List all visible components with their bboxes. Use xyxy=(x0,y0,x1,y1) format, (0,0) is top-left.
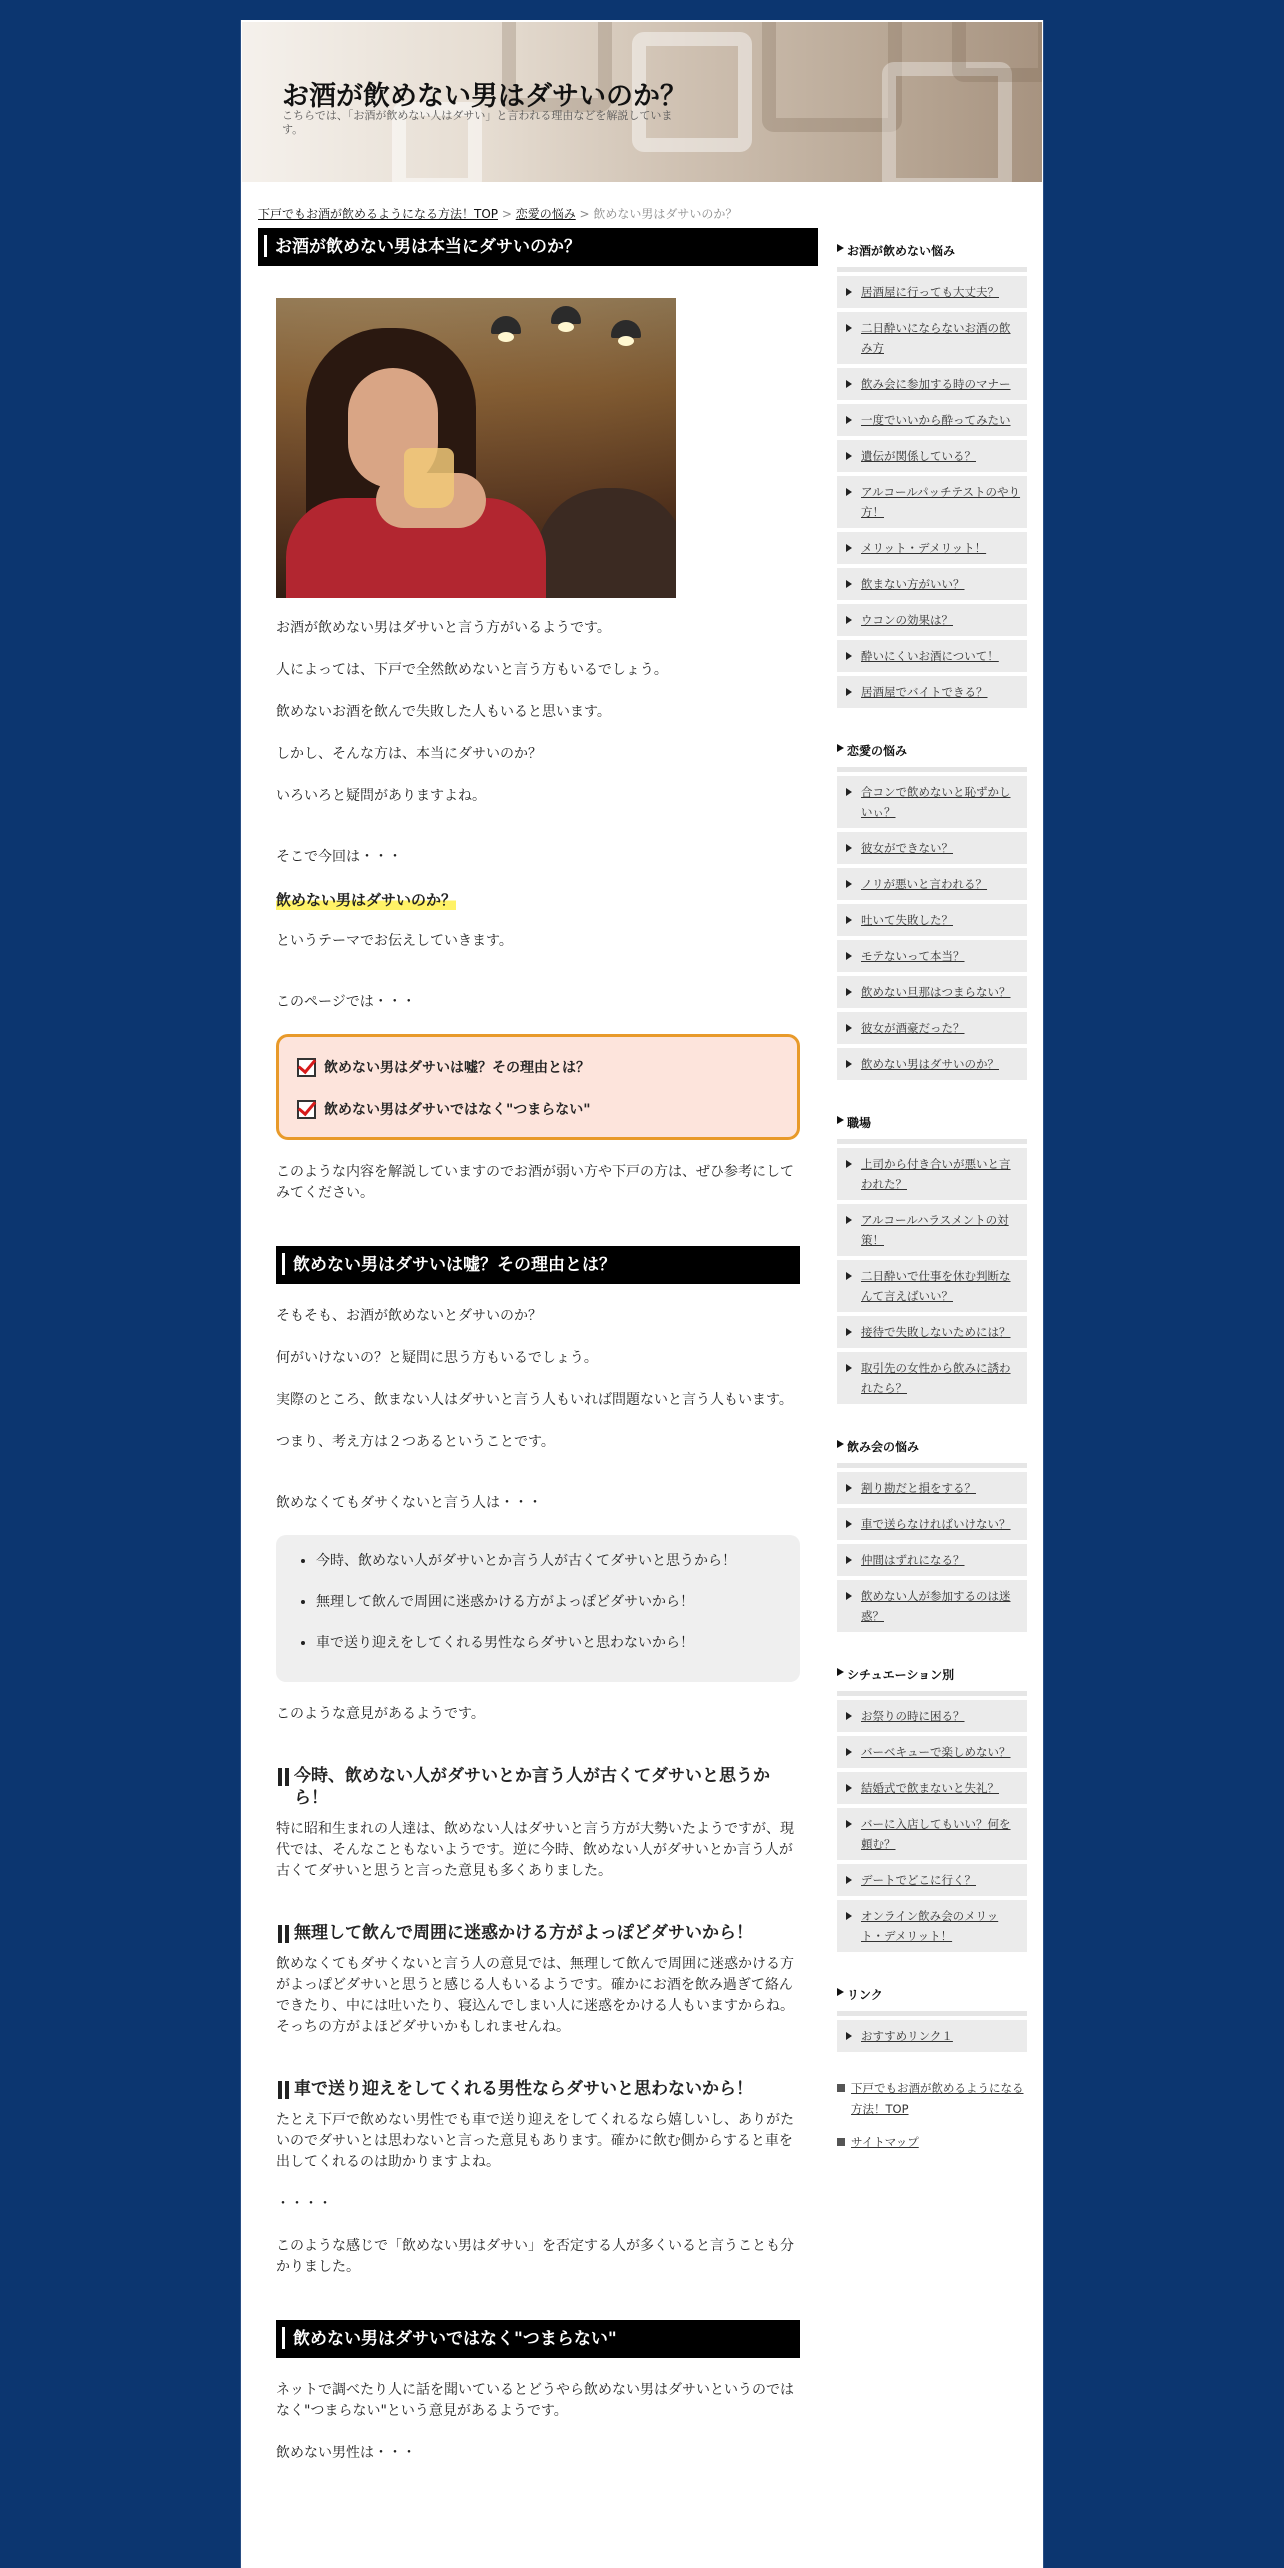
sidebar-link[interactable]: 酔いにくいお酒について！ xyxy=(837,640,1027,672)
sidebar-link[interactable]: 飲めない人が参加するのは迷惑？ xyxy=(837,1580,1027,1632)
sidebar-link[interactable]: おすすめリンク１ xyxy=(837,2020,1027,2052)
sidebar-link[interactable]: バーに入店してもいい？何を頼む？ xyxy=(837,1808,1027,1860)
after-checklist-text: このような内容を解説していますのでお酒が弱い方や下戸の方は、ぜひ参考にしてみてください。 xyxy=(276,1164,794,1201)
sidebar-link[interactable]: 彼女が酒豪だった？ xyxy=(837,1012,1027,1044)
sidebar-group-situation xyxy=(837,1666,1027,1952)
breadcrumb-separator: > xyxy=(498,207,516,221)
sidebar-link[interactable]: 取引先の女性から飲みに誘われたら？ xyxy=(837,1352,1027,1404)
checklist-item: 飲めない男はダサいは嘘？その理由とは？ xyxy=(297,1057,779,1077)
sidebar-link[interactable]: 接待で失敗しないためには？ xyxy=(837,1316,1027,1348)
subsection-heading: 車で送り迎えをしてくれる男性ならダサいと思わないから！ xyxy=(276,2078,800,2100)
ellipsis-text: ・・・・ xyxy=(276,2196,332,2212)
header-decoration xyxy=(952,22,1042,82)
sidebar-group-links xyxy=(837,1986,1027,2052)
subsection-text: たとえ下戸で飲めない男性でも車で送り迎えをしてくれるなら嬉しいし、ありがたいのでダサいとは思わないと言った意見もあります。確かに飲む側からすると車を出してくれるのは助かりますよね。 xyxy=(276,2112,794,2170)
sidebar-link[interactable]: 合コンで飲めないと恥ずかしいぃ？ xyxy=(837,776,1027,828)
page-lead-text: このページでは・・・ xyxy=(276,994,416,1010)
highlight-text: 飲めない男はダサいのか？ xyxy=(276,891,457,909)
sidebar-group-party xyxy=(837,1438,1027,1632)
subsection-heading: 今時、飲めない人がダサいとか言う人が古くてダサいと思うから！ xyxy=(276,1765,800,1809)
breadcrumb-separator: > xyxy=(575,207,594,221)
site-description: こちらでは、「お酒が飲めない人はダサい」と言われる理由などを解説しています。 xyxy=(282,109,673,136)
section-heading: 飲めない男はダサいは嘘？その理由とは？ xyxy=(276,1246,800,1284)
sidebar-link[interactable]: 飲み会に参加する時のマナー xyxy=(837,368,1027,400)
section-after: このような意見があるようです。 xyxy=(276,1706,485,1722)
opinion-list xyxy=(276,1535,800,1682)
breadcrumb-category-link[interactable]: 恋愛の悩み xyxy=(515,207,576,221)
sidebar-link[interactable]: ウコンの効果は？ xyxy=(837,604,1027,636)
sidebar-link[interactable]: 車で送らなければいけない？ xyxy=(837,1508,1027,1540)
breadcrumb-home-link[interactable]: 下戸でもお酒が飲めるようになる方法！TOP xyxy=(258,207,499,221)
sidebar-link[interactable]: お祭りの時に困る？ xyxy=(837,1700,1027,1732)
theme-text: というテーマでお伝えしていきます。 xyxy=(276,933,513,949)
sidebar-link[interactable]: 一度でいいから酔ってみたい xyxy=(837,404,1027,436)
sidebar-link[interactable]: オンライン飲み会のメリット・デメリット！ xyxy=(837,1900,1027,1952)
list-item: • 今時、飲めない人がダサいとか言う人が古くてダサいと思うから！ xyxy=(316,1551,780,1571)
sidebar-group-drinking xyxy=(837,242,1027,708)
sidebar-group-romance xyxy=(837,742,1027,1080)
sidebar-link[interactable]: 彼女ができない？ xyxy=(837,832,1027,864)
site-title[interactable]: お酒が飲めない男はダサいのか？ xyxy=(282,81,687,112)
sidebar-heading: お酒が飲めない悩み xyxy=(837,242,1027,272)
subsection-text: 特に昭和生まれの人達は、飲めない人はダサいと言う方が大勢いたようですが、現代では、そんなこともないようです。逆に今時、飲めない人がダサいとか言う人が古くてダサいと思うと言った意見も多くありました。 xyxy=(276,1821,794,1879)
breadcrumb xyxy=(258,205,737,222)
sidebar-link[interactable]: 仲間はずれになる？ xyxy=(837,1544,1027,1576)
sidebar-link[interactable]: 結婚式で飲まないと失礼？ xyxy=(837,1772,1027,1804)
breadcrumb-current: 飲めない男はダサいのか？ xyxy=(593,207,738,221)
intro-paragraph: 人によっては、下戸で全然飲めないと言う方もいるでしょう。 xyxy=(276,662,668,678)
sidebar-link[interactable]: ノリが悪いと言われる？ xyxy=(837,868,1027,900)
summary-text: このような感じで「飲めない男はダサい」を否定する人が多くいると言うことも分かりました。 xyxy=(276,2238,794,2275)
section-paragraph: 何がいけないの？と疑問に思う方もいるでしょう。 xyxy=(276,1350,598,1366)
contents-checklist xyxy=(276,1034,800,1140)
checkbox-checked-icon xyxy=(297,1058,316,1077)
section-paragraph: つまり、考え方は２つあるということです。 xyxy=(276,1434,555,1450)
section-paragraph: 飲めない男性は・・・ xyxy=(276,2445,416,2461)
intro-paragraph: しかし、そんな方は、本当にダサいのか？ xyxy=(276,746,542,762)
sidebar-link[interactable]: バーベキューで楽しめない？ xyxy=(837,1736,1027,1768)
sidebar-sitemap-link[interactable]: サイトマップ xyxy=(837,2132,1027,2153)
sidebar-heading: 職場 xyxy=(837,1114,1027,1144)
sidebar-link[interactable]: アルコールハラスメントの対策！ xyxy=(837,1204,1027,1256)
section-paragraph: そもそも、お酒が飲めないとダサいのか？ xyxy=(276,1308,542,1324)
sidebar-link[interactable]: アルコールパッチテストのやり方！ xyxy=(837,476,1027,528)
sidebar-link[interactable]: 二日酔いにならないお酒の飲み方 xyxy=(837,312,1027,364)
sidebar-link[interactable]: 二日酔いで仕事を休む判断なんて言えばいい？ xyxy=(837,1260,1027,1312)
site-header xyxy=(242,22,1042,182)
page-title: お酒が飲めない男は本当にダサいのか？ xyxy=(258,228,818,266)
sidebar-link[interactable]: デートでどこに行く？ xyxy=(837,1864,1027,1896)
sidebar-link[interactable]: 吐いて失敗した？ xyxy=(837,904,1027,936)
sidebar-group-work xyxy=(837,1114,1027,1404)
intro-paragraph: お酒が飲めない男はダサいと言う方がいるようです。 xyxy=(276,620,611,636)
section-heading: 飲めない男はダサいではなく"つまらない" xyxy=(276,2320,800,2358)
sidebar-link[interactable]: 飲めない旦那はつまらない？ xyxy=(837,976,1027,1008)
sidebar-link[interactable]: 上司から付き合いが悪いと言われた？ xyxy=(837,1148,1027,1200)
header-decoration xyxy=(762,22,902,132)
intro-paragraph: 飲めないお酒を飲んで失敗した人もいると思います。 xyxy=(276,704,611,720)
subsection-heading: 無理して飲んで周囲に迷惑かける方がよっぽどダサいから！ xyxy=(276,1922,800,1944)
section-paragraph: ネットで調べたり人に話を聞いているとどうやら飲めない男はダサいというのではなく"つまらない"という意見があるようです。 xyxy=(276,2382,794,2419)
sidebar-heading: シチュエーション別 xyxy=(837,1666,1027,1696)
sidebar-link[interactable]: 居酒屋でバイトできる？ xyxy=(837,676,1027,708)
checklist-item: 飲めない男はダサいではなく"つまらない" xyxy=(297,1099,779,1119)
woman-drinking-beer-photo xyxy=(276,298,676,598)
sidebar-heading: 恋愛の悩み xyxy=(837,742,1027,772)
main-content xyxy=(258,228,818,2485)
sidebar-heading: リンク xyxy=(837,1986,1027,2016)
list-item: • 無理して飲んで周囲に迷惑かける方がよっぽどダサいから！ xyxy=(316,1592,780,1612)
lead-text: そこで今回は・・・ xyxy=(276,849,402,865)
page-container xyxy=(240,20,1044,2568)
sidebar-link[interactable]: 飲まない方がいい？ xyxy=(837,568,1027,600)
sidebar-link[interactable]: メリット・デメリット！ xyxy=(837,532,1027,564)
intro-paragraph: いろいろと疑問がありますよね。 xyxy=(276,788,486,804)
sidebar-link[interactable]: 遺伝が関係している？ xyxy=(837,440,1027,472)
sidebar-link[interactable]: 飲めない男はダサいのか？ xyxy=(837,1048,1027,1080)
checkbox-checked-icon xyxy=(297,1100,316,1119)
section-paragraph: 実際のところ、飲まない人はダサいと言う人もいれば問題ないと言う人もいます。 xyxy=(276,1392,793,1408)
article-body xyxy=(258,298,818,2464)
list-item: • 車で送り迎えをしてくれる男性ならダサいと思わないから！ xyxy=(316,1633,780,1653)
sidebar xyxy=(837,242,1027,2165)
sidebar-top-link[interactable]: 下戸でもお酒が飲めるようになる方法！TOP xyxy=(837,2078,1027,2120)
sidebar-link[interactable]: モテないって本当？ xyxy=(837,940,1027,972)
sidebar-link[interactable]: 割り勘だと損をする？ xyxy=(837,1472,1027,1504)
sidebar-link[interactable]: 居酒屋に行っても大丈夫？ xyxy=(837,276,1027,308)
section-lead: 飲めなくてもダサくないと言う人は・・・ xyxy=(276,1495,542,1511)
subsection-text: 飲めなくてもダサくないと言う人の意見では、無理して飲んで周囲に迷惑かける方がよっぽどダサいと思うと感じる人もいるようです。確かにお酒を飲み過ぎて絡んできたり、中には吐いたり、寝込んでしまい人に迷惑をかける人もいますからね。そっちの方がよほどダサいかもしれませんね。 xyxy=(276,1956,794,2035)
sidebar-heading: 飲み会の悩み xyxy=(837,1438,1027,1468)
